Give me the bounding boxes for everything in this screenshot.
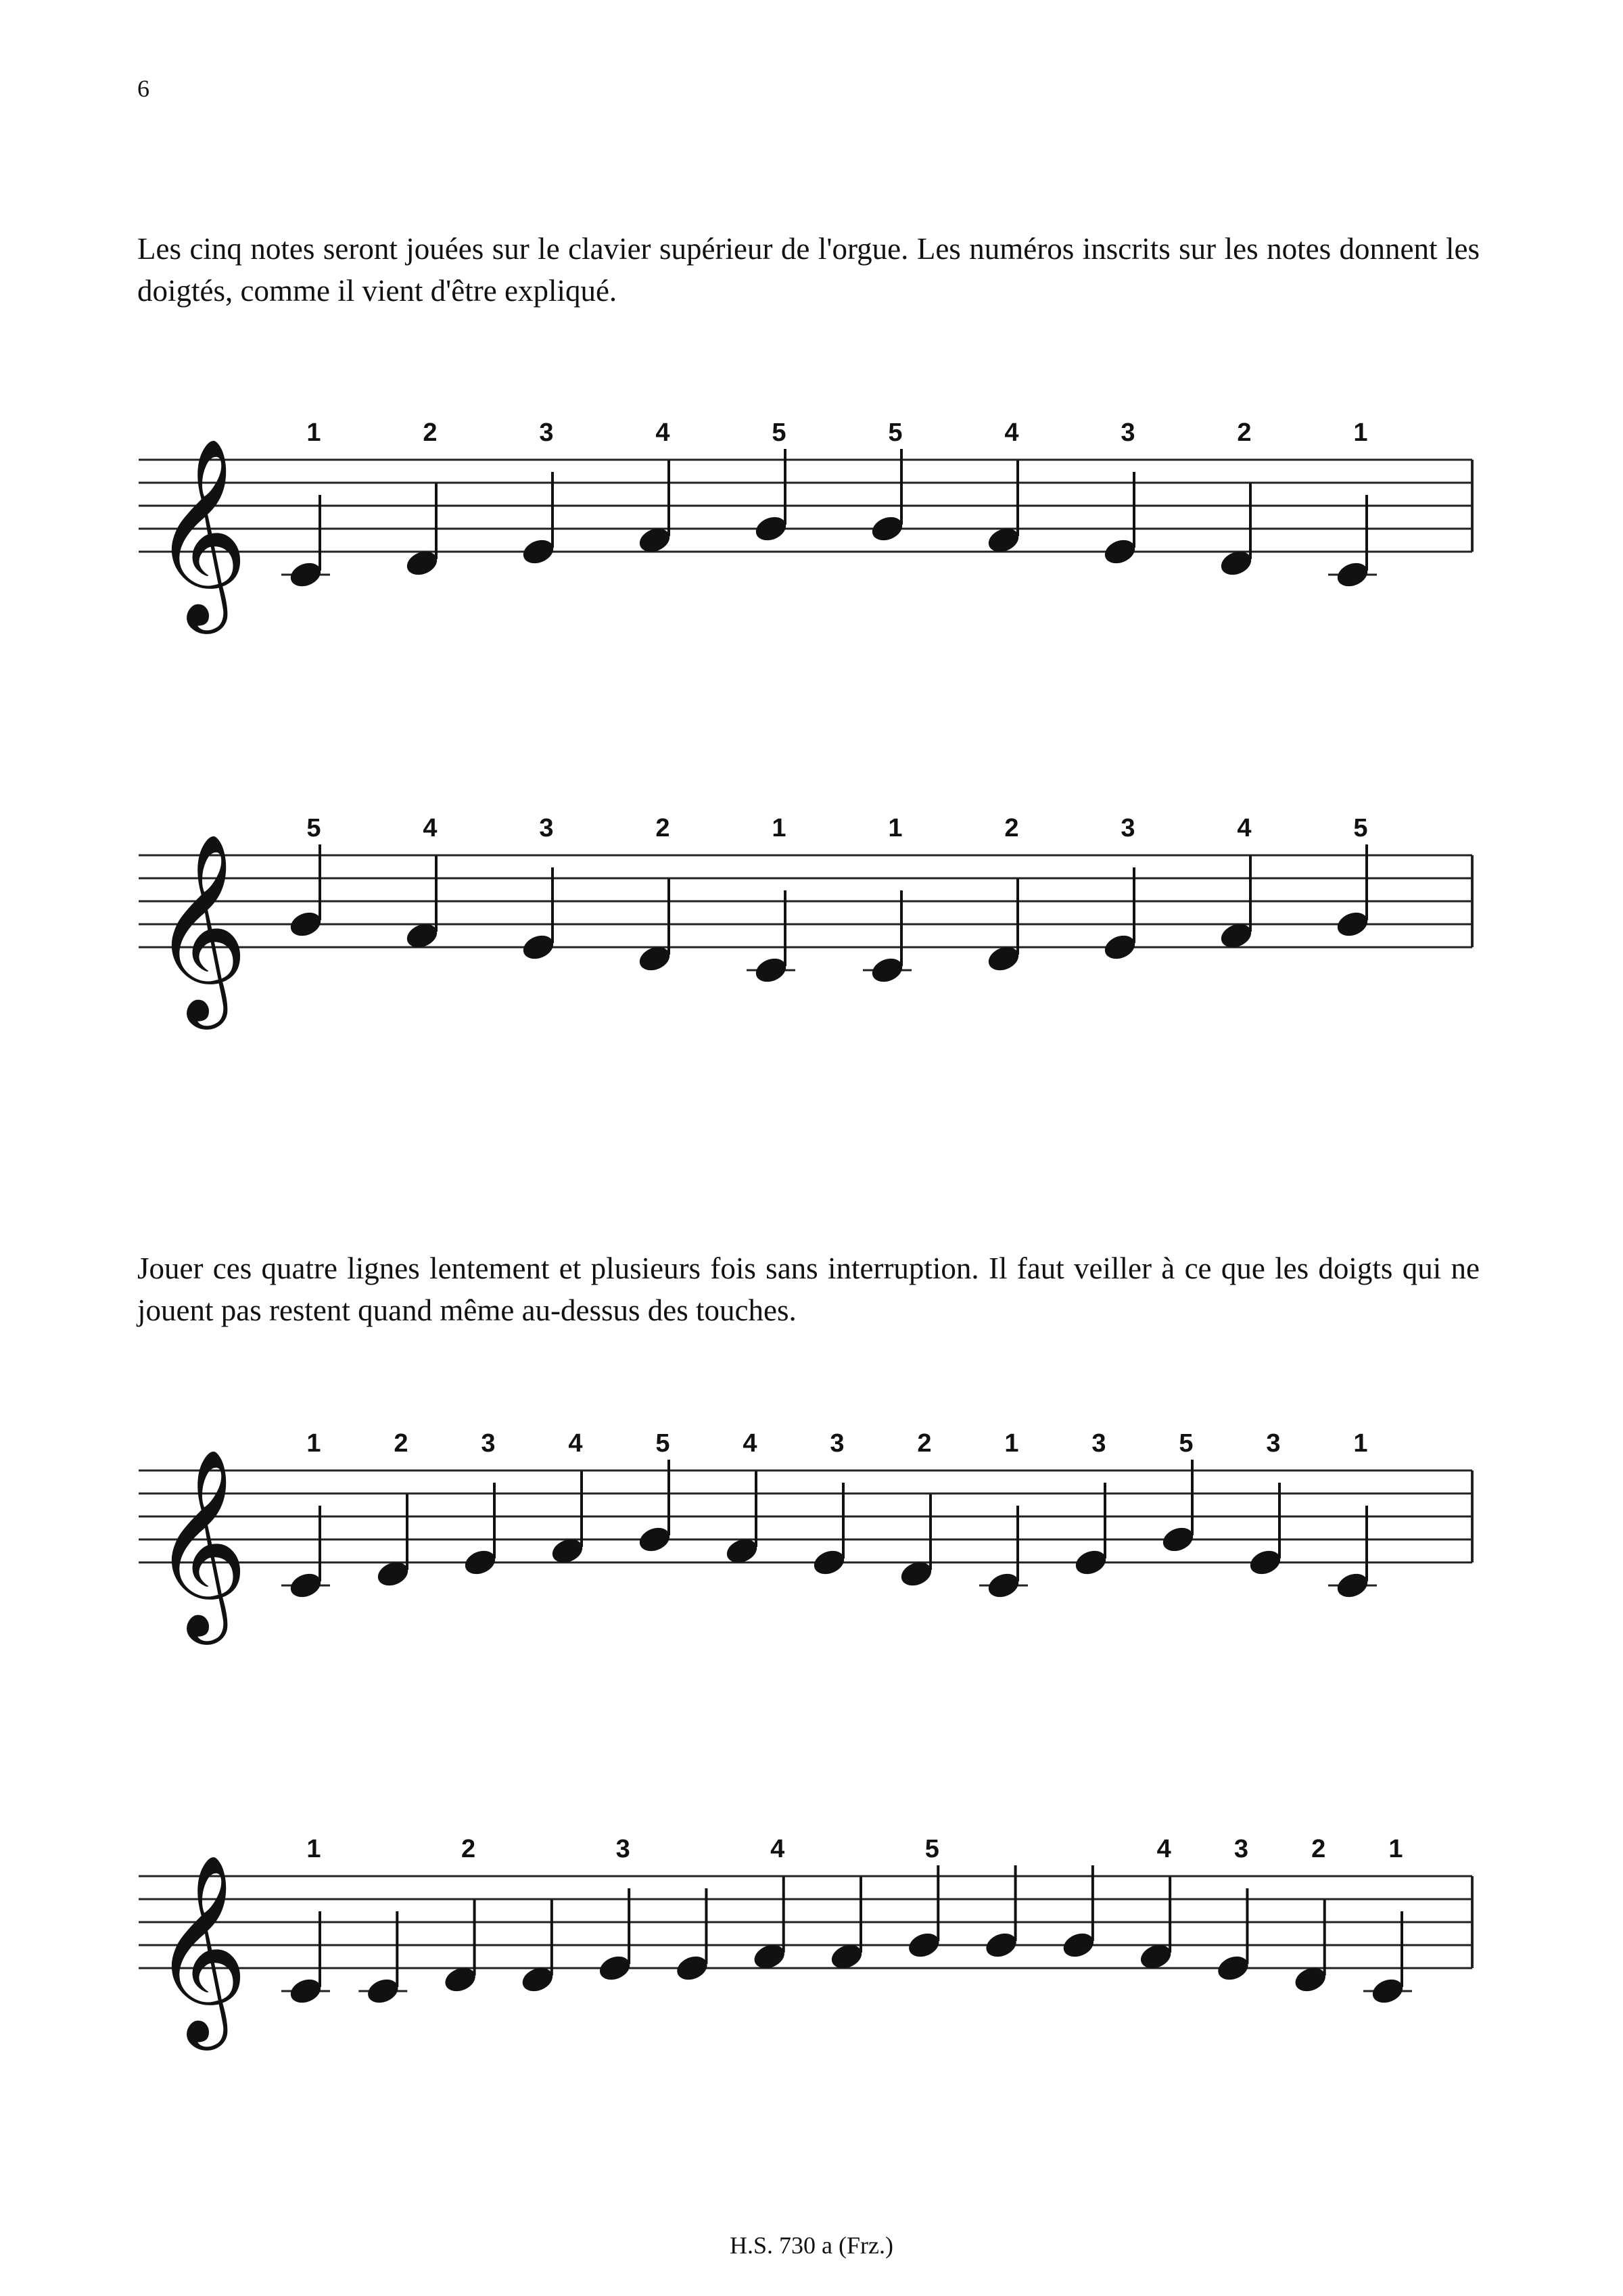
staff-svg [0, 1416, 1623, 1640]
fingering-number: 3 [539, 418, 554, 447]
fingering-number: 4 [655, 418, 670, 447]
footer-catalog-number: H.S. 730 a (Frz.) [730, 2232, 893, 2259]
fingering-number: 1 [1388, 1835, 1403, 1863]
fingering-number: 1 [772, 814, 786, 842]
fingering-number: 3 [615, 1835, 630, 1863]
fingering-number: 4 [423, 814, 438, 842]
fingering-number: 4 [1004, 418, 1019, 447]
staff-svg [0, 1822, 1623, 2045]
fingering-number: 4 [1156, 1835, 1171, 1863]
fingering-number: 3 [1091, 1429, 1106, 1458]
fingering-number: 4 [568, 1429, 583, 1458]
fingering-number: 3 [1121, 418, 1135, 447]
fingering-number: 2 [394, 1429, 408, 1458]
staff-1 [0, 406, 1623, 629]
fingering-number: 1 [888, 814, 903, 842]
fingering-number: 3 [1266, 1429, 1281, 1458]
fingering-number: 1 [306, 1835, 321, 1863]
fingering-number: 5 [1179, 1429, 1194, 1458]
instruction-paragraph: Jouer ces quatre lignes lentement et plusieurs fois sans interruption. Il faut veiller à ce que les doigts qui ne jouent pas restent quand même au-dessus des touches. [137, 1251, 1480, 1327]
staff-4 [0, 1822, 1623, 2045]
staff-2 [0, 801, 1623, 1024]
fingering-number: 3 [1233, 1835, 1248, 1863]
fingering-number: 2 [1311, 1835, 1326, 1863]
intro-paragraph: Les cinq notes seront jouées sur le clavier supérieur de l'orgue. Les numéros inscrits sur les notes donnent les doigtés, comme il vient d'être expliqué. [137, 232, 1480, 308]
fingering-number: 1 [1353, 1429, 1368, 1458]
fingering-number: 3 [830, 1429, 845, 1458]
fingering-number: 2 [917, 1429, 932, 1458]
treble-clef-icon: 𝄞 [152, 1447, 248, 1636]
fingering-number: 2 [1237, 418, 1252, 447]
fingering-number: 4 [770, 1835, 785, 1863]
treble-clef-icon: 𝄞 [152, 1852, 248, 2042]
fingering-number: 5 [772, 418, 786, 447]
fingering-number: 1 [306, 1429, 321, 1458]
fingering-number: 5 [1353, 814, 1368, 842]
fingering-number: 3 [539, 814, 554, 842]
treble-clef-icon: 𝄞 [152, 832, 248, 1021]
fingering-number: 1 [1004, 1429, 1019, 1458]
fingering-number: 1 [306, 418, 321, 447]
staff-3 [0, 1416, 1623, 1640]
fingering-number: 5 [924, 1835, 939, 1863]
fingering-number: 5 [306, 814, 321, 842]
treble-clef-icon: 𝄞 [152, 436, 248, 625]
fingering-number: 4 [743, 1429, 757, 1458]
fingering-number: 3 [1121, 814, 1135, 842]
fingering-number: 3 [481, 1429, 496, 1458]
fingering-number: 4 [1237, 814, 1252, 842]
staff-svg [0, 801, 1623, 1024]
fingering-number: 2 [655, 814, 670, 842]
fingering-number: 2 [1004, 814, 1019, 842]
fingering-number: 2 [461, 1835, 476, 1863]
fingering-number: 1 [1353, 418, 1368, 447]
fingering-number: 5 [888, 418, 903, 447]
page-number: 6 [137, 75, 149, 102]
staff-svg [0, 406, 1623, 629]
fingering-number: 5 [655, 1429, 670, 1458]
fingering-number: 2 [423, 418, 438, 447]
